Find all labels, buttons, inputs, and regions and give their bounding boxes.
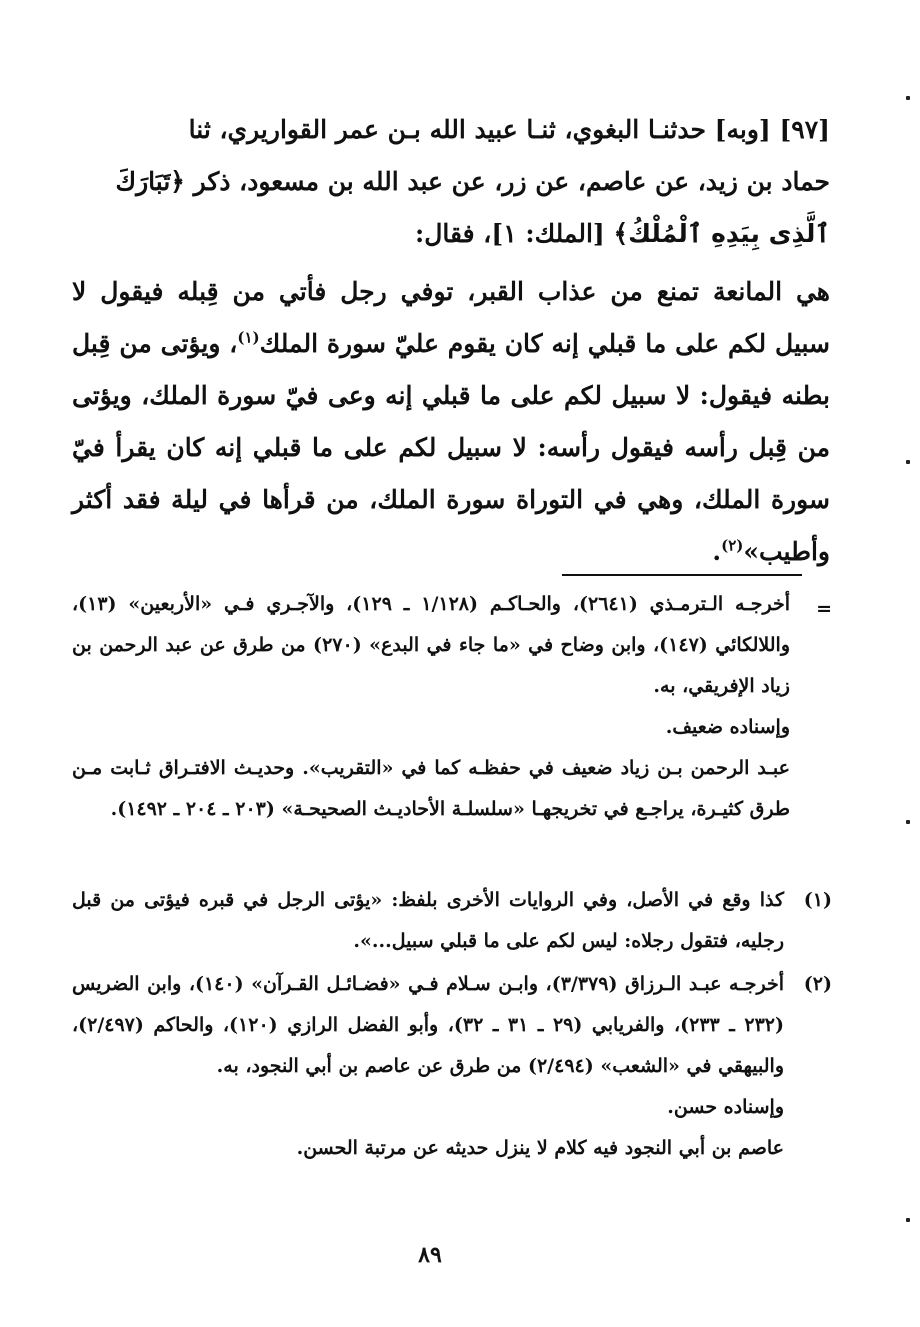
- footnote-paragraph: عبـد الرحمن بـن زياد ضعيف في حفظـه كما في «التقريب». وحديـث الافتـراق ثـابت مـن طرق كثيـرة، يراجـع في تخريجهـا «سلسلـة الأحاديـث الصحيحـة» (٢٠٣ ـ ٢٠٤ ـ ١٤٩٢).: [72, 757, 790, 820]
- footnote-continued: [72, 584, 790, 830]
- margin-mark: [906, 460, 910, 464]
- page-number: ٨٩: [418, 1242, 442, 1268]
- matn-end: .: [712, 537, 722, 566]
- continuation-mark: =: [816, 598, 832, 620]
- footnote-1: [72, 880, 832, 962]
- isnad-line-2: حماد بن زيد، عن عاصم، عن زر، عن عبد الله بن مسعود، ذكر ﴿تَبَارَكَ: [115, 167, 830, 196]
- quran-verse: ٱلَّذِى بِيَدِهِ ٱلْمُلْكُ﴾: [613, 219, 830, 248]
- margin-mark: [906, 820, 910, 824]
- footnote-ref-1: (١): [237, 328, 260, 347]
- footnote-separator: [562, 574, 802, 576]
- hadith-text: [72, 104, 830, 578]
- hadith-matn: [72, 266, 830, 578]
- footnote-ref-2: (٢): [721, 536, 744, 555]
- footnote-paragraph: كذا وقع في الأصل، وفي الروايات الأخرى بلفظ: «يؤتى الرجل في قبره فيؤتى من قبل رجليه، فتقول رجلاه: ليس لكم على ما قبلي سبيل...».: [72, 889, 784, 952]
- matn-text-a: هي المانعة تمنع من عذاب القبر، توفي رجل فأتي من قِبله فيقول لا سبيل لكم على ما قبلي إنه كان يقوم عليّ سورة الملك: [72, 277, 830, 358]
- footnote-paragraph: عاصم بن أبي النجود فيه كلام لا ينزل حديثه عن مرتبة الحسن.: [296, 1137, 784, 1159]
- footnote-2: [72, 964, 832, 1169]
- footnote-paragraph: وإسناده ضعيف.: [665, 716, 790, 738]
- matn-text-b: ، ويؤتى من قِبل بطنه فيقول: لا سبيل لكم على ما قبلي إنه وعى فيّ سورة الملك، ويؤتى من قِبل رأسه فيقول رأسه: لا سبيل لكم على ما قبلي إنه كان يقرأ فيّ سورة الملك، وهي في التوراة سورة الملك، من قرأها في ليلة فقد أكثر وأطيب»: [72, 329, 830, 566]
- hadith-isnad: [72, 104, 830, 260]
- footnote-number: (٢): [803, 973, 832, 995]
- isnad-line-3: [الملك: ١]، فقال:: [414, 219, 614, 248]
- isnad-line-1: [٩٧] [وبه] حدثنـا البغوي، ثنـا عبيد الله بـن عمر القواريري، ثنا: [188, 115, 830, 144]
- footnote-paragraph: أخرجـه الـترمـذي (٢٦٤١)، والحـاكـم (١/١٢٨ ـ ١٢٩)، والآجـري فـي «الأربعين» (١٣)، واللالكائي (١٤٧)، وابن وضاح في «ما جاء في البدع» (٢٧٠) من طرق عن عبد الرحمن بن زياد الإفريقي، به.: [72, 593, 791, 697]
- margin-mark: [906, 96, 910, 100]
- footnote-number: (١): [803, 889, 832, 911]
- margin-mark: [906, 1218, 910, 1222]
- footnote-paragraph: وإسناده حسن.: [667, 1096, 784, 1118]
- footnote-paragraph: أخرجـه عبـد الـرزاق (٣/٣٧٩)، وابـن سـلام فـي «فضـائـل القـرآن» (١٤٠)، وابن الضريس (٢٣٢ ـ ٢٣٣)، والفريابي (٢٩ ـ ٣١ ـ ٣٢)، وأبو الفضل الرازي (١٢٠)، والحاكم (٢/٤٩٧)، والبيهقي في «الشعب» (٢/٤٩٤) من طرق عن عاصم بن أبي النجود، به.: [72, 973, 785, 1077]
